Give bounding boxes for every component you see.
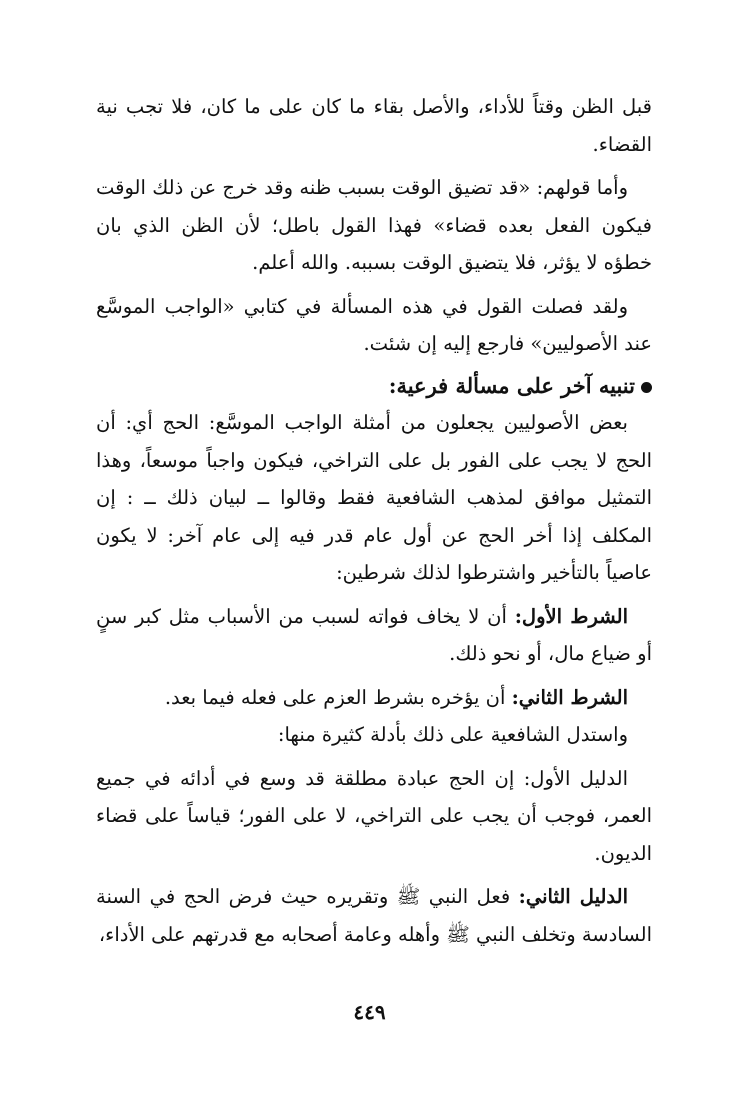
evidence-2-text: فعل النبي ﷺ وتقريره حيث فرض الحج في السنة السادسة وتخلف النبي ﷺ وأهله وعامة أصحابه مع قدرتهم على الأداء، [96,885,652,946]
evidence-1-text: إن الحج عبادة مطلقة قد وسع في أدائه في جميع العمر، فوجب أن يجب على التراخي، لا على الفور؛ قياساً على قضاء الديون. [96,766,652,865]
paragraph-5: واستدل الشافعية على ذلك بأدلة كثيرة منها: [277,723,628,746]
page-body [96,88,652,953]
page-number: ٤٤٩ [353,1000,386,1024]
paragraph-4: بعض الأصوليين يجعلون من أمثلة الواجب الموسَّع: الحج أي: أن الحج لا يجب على الفور بل على التراخي، فيكون واجباً موسعاً، وهذا التمثيل موافق لمذهب الشافعية فقط وقالوا ــ لبيان ذلك ــ : إن المكلف إذا أخر الحج عن أول عام قدر فيه إلى عام آخر: لا يكون عاصياً بالتأخير واشترطوا لذلك شرطين: [96,411,652,584]
condition-1-label: الشرط الأول: [514,604,628,628]
paragraph-1: قبل الظن وقتاً للأداء، والأصل بقاء ما كان على ما كان، فلا تجب نية القضاء. [96,95,652,156]
condition-2-text: أن يؤخره بشرط العزم على فعله فيما بعد. [164,685,512,709]
evidence-1 [96,760,652,873]
condition-1 [96,598,652,673]
condition-1-text: أن لا يخاف فواته لسبب من الأسباب مثل كبر سنٍ أو ضياع مال، أو نحو ذلك. [96,604,652,665]
paragraph-3: ولقد فصلت القول في هذه المسألة في كتابي «الواجب الموسَّع عند الأصوليين» فارجع إليه إن شئت. [96,294,652,355]
evidence-2 [96,878,652,953]
paragraph-2: وأما قولهم: «قد تضيق الوقت بسبب ظنه وقد خرج عن ذلك الوقت فيكون الفعل بعده قضاء» فهذا القول باطل؛ لأن الظن الذي بان خطؤه لا يؤثر، فلا يتضيق الوقت بسببه. والله أعلم. [96,176,652,274]
bullet-icon [641,382,652,393]
evidence-2-label: الدليل الثاني: [518,885,628,908]
evidence-1-label: الدليل الأول: [523,766,628,790]
condition-2-label: الشرط الثاني: [511,685,628,709]
heading-text: تنبيه آخر على مسألة فرعية: [388,372,635,398]
condition-2 [96,679,652,717]
section-heading [96,367,652,405]
